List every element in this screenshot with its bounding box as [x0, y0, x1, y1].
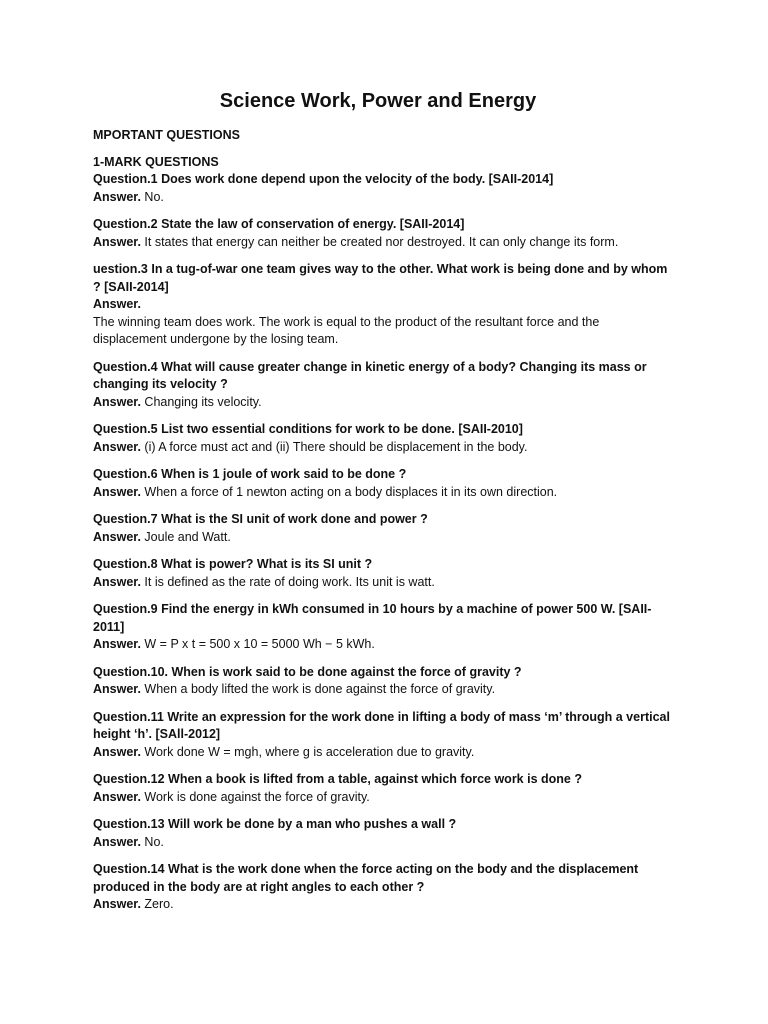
- answer: [93, 681, 673, 699]
- answer-label: Answer.: [93, 834, 141, 849]
- answer: [93, 834, 673, 852]
- answer: [93, 574, 673, 592]
- answer-text: It is defined as the rate of doing work. Its unit is watt.: [140, 574, 435, 589]
- answer-label: Answer.: [93, 897, 141, 911]
- answer-label: Answer.: [93, 789, 141, 804]
- answer-text: The winning team does work. The work is equal to the product of the resultant force and the displacement undergone by the losing team.: [93, 314, 600, 346]
- question-text: Question.6 When is 1 joule of work said to be done ?: [93, 467, 407, 481]
- question-item: [93, 709, 673, 762]
- answer-label: Answer.: [93, 394, 141, 409]
- question-item: [93, 171, 673, 206]
- answer: [93, 529, 673, 547]
- question-text: Question.14 What is the work done when the force acting on the body and the displacement produced in the body are at right angles to each other ?: [93, 862, 639, 894]
- answer-text: It states that energy can neither be created nor destroyed. It can only change its form.: [140, 234, 619, 249]
- answer-text: Changing its velocity.: [140, 394, 262, 409]
- answer-text: Work is done against the force of gravity.: [140, 789, 370, 804]
- question-item: [93, 466, 673, 501]
- answer-label: Answer.: [93, 529, 141, 544]
- question-text: Question.11 Write an expression for the work done in lifting a body of mass ‘m’ through a vertical height ‘h’. [SAll-2012]: [93, 709, 670, 741]
- answer-text: Joule and Watt.: [140, 529, 231, 544]
- question-item: [93, 601, 673, 654]
- answer-text: No.: [140, 834, 164, 849]
- question-text: Question.12 When a book is lifted from a table, against which force work is done ?: [93, 772, 582, 786]
- question-text: Question.1 Does work done depend upon the velocity of the body. [SAII-2014]: [93, 172, 554, 186]
- answer-text: Work done W = mgh, where g is acceleration due to gravity.: [140, 744, 475, 759]
- question-text: Question.2 State the law of conservation of energy. [SAII-2014]: [93, 217, 465, 231]
- question-item: [93, 664, 673, 699]
- answer-label: Answer.: [93, 297, 141, 311]
- answer: [93, 394, 673, 412]
- question-text: Question.13 Will work be done by a man who pushes a wall ?: [93, 817, 457, 831]
- answer-text: No.: [140, 189, 164, 204]
- sub-heading: 1-MARK QUESTIONS: [93, 155, 219, 169]
- answer-text: (i) A force must act and (ii) There should be displacement in the body.: [140, 439, 528, 454]
- question-text: Question.7 What is the SI unit of work done and power ?: [93, 512, 428, 526]
- answer-text: Zero.: [140, 897, 174, 911]
- answer: [93, 789, 673, 807]
- answer: [93, 484, 673, 502]
- question-list: [93, 171, 673, 914]
- question-text: uestion.3 In a tug-of-war one team gives way to the other. What work is being done and by whom ? [SAII-2014]: [93, 262, 668, 294]
- question-text: Question.4 What will cause greater change in kinetic energy of a body? Changing its mass or changing its velocity ?: [93, 359, 647, 391]
- answer: [93, 189, 673, 207]
- answer: [93, 744, 673, 762]
- answer: [93, 296, 673, 349]
- answer: [93, 896, 673, 914]
- answer: [93, 439, 673, 457]
- answer-label: Answer.: [93, 744, 141, 759]
- answer-label: Answer.: [93, 234, 141, 249]
- answer-label: Answer.: [93, 574, 141, 589]
- document-page: [93, 88, 673, 924]
- question-item: [93, 216, 673, 251]
- question-item: [93, 556, 673, 591]
- answer-label: Answer.: [93, 484, 141, 499]
- answer-label: Answer.: [93, 189, 141, 204]
- section-heading: MPORTANT QUESTIONS: [93, 128, 240, 142]
- question-item: [93, 816, 673, 851]
- answer-text: When a force of 1 newton acting on a body displaces it in its own direction.: [140, 484, 558, 499]
- question-text: Question.9 Find the energy in kWh consumed in 10 hours by a machine of power 500 W. [SAII-2011]: [93, 602, 652, 634]
- answer-label: Answer.: [93, 682, 141, 696]
- answer: [93, 234, 673, 252]
- question-text: Question.5 List two essential conditions for work to be done. [SAII-2010]: [93, 422, 523, 436]
- question-text: Question.10. When is work said to be done against the force of gravity ?: [93, 664, 522, 679]
- question-item: [93, 861, 673, 914]
- question-item: [93, 261, 673, 349]
- question-item: [93, 359, 673, 412]
- answer-label: Answer.: [93, 637, 141, 651]
- question-item: [93, 771, 673, 806]
- answer-text: W = P x t = 500 x 10 = 5000 Wh − 5 kWh.: [140, 637, 375, 651]
- answer: [93, 636, 673, 654]
- question-item: [93, 511, 673, 546]
- question-item: [93, 421, 673, 456]
- question-text: Question.8 What is power? What is its SI unit ?: [93, 557, 373, 571]
- answer-text: When a body lifted the work is done against the force of gravity.: [140, 682, 496, 696]
- page-title: Science Work, Power and Energy: [219, 90, 537, 112]
- answer-label: Answer.: [93, 439, 141, 454]
